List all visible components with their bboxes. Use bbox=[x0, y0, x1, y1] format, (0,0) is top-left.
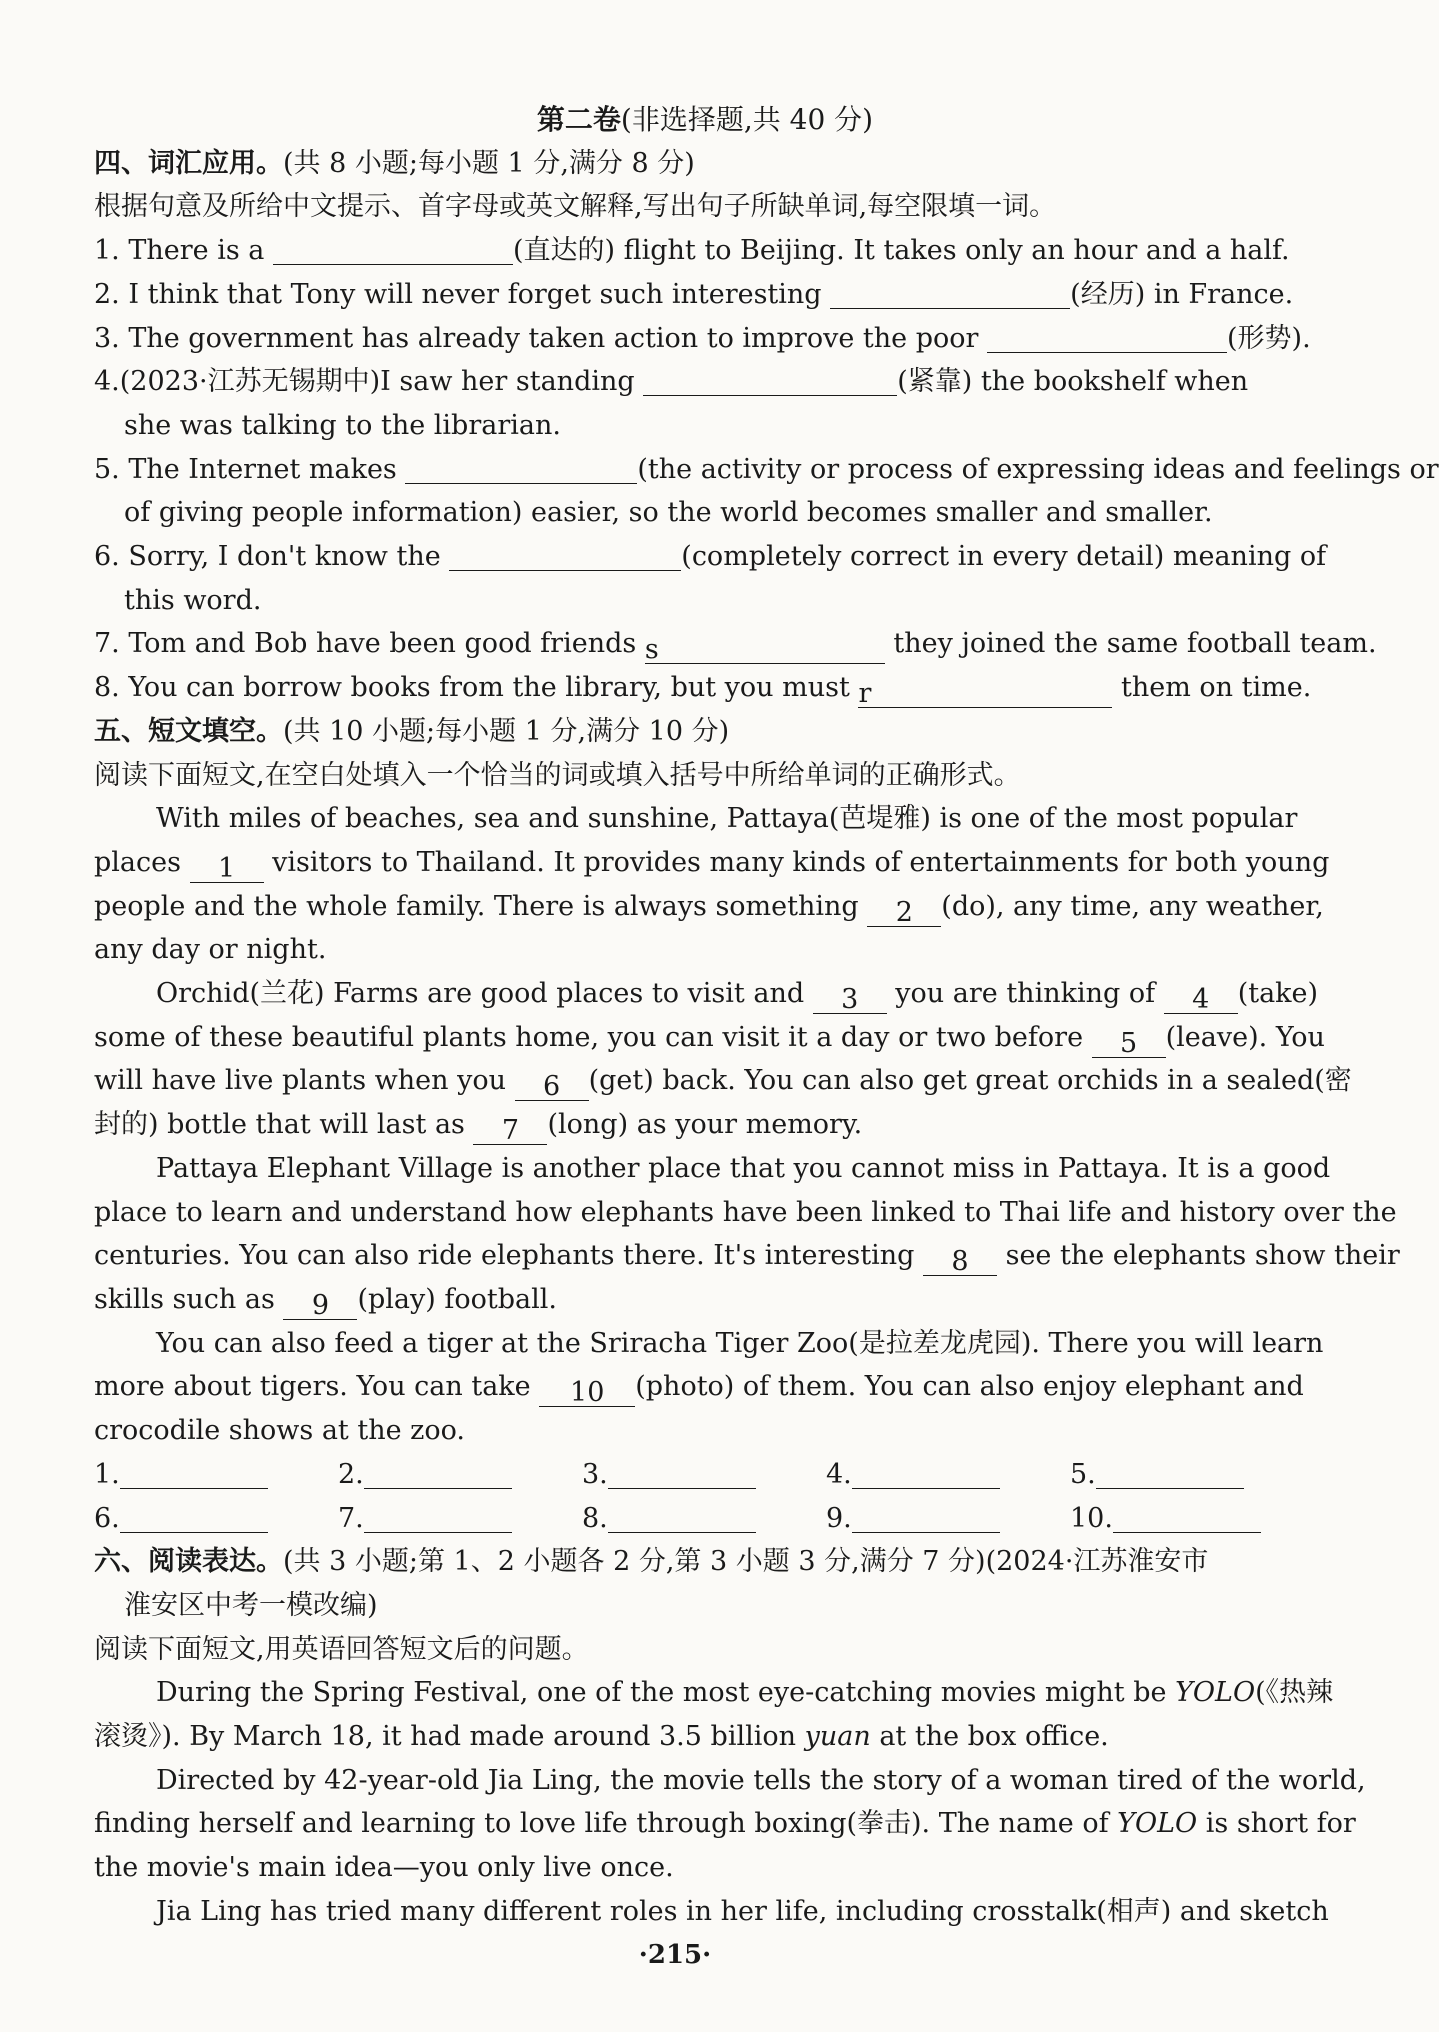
text: (do), any time, any weather, bbox=[941, 890, 1324, 922]
answer-cell bbox=[1070, 1497, 1314, 1541]
answer-label: 6. bbox=[94, 1502, 120, 1534]
q6-post: (completely correct in every detail) meaning of bbox=[681, 541, 1327, 573]
q4-pre: 4.(2023·江苏无锡期中)I saw her standing bbox=[94, 366, 644, 398]
q3-post: (形势). bbox=[1227, 322, 1311, 354]
blank-5[interactable]: 5 bbox=[1092, 1027, 1166, 1058]
p5-para4-line2 bbox=[94, 1365, 1316, 1409]
answer-blank[interactable] bbox=[1096, 1458, 1244, 1489]
p5-para3-line4 bbox=[94, 1278, 1316, 1322]
answer-cell bbox=[338, 1497, 582, 1541]
q4-blank[interactable] bbox=[643, 365, 897, 396]
blank-8[interactable]: 8 bbox=[923, 1245, 997, 1276]
answer-blank[interactable] bbox=[120, 1458, 268, 1489]
text: (leave). You bbox=[1165, 1021, 1325, 1053]
text: 滚烫》). By March 18, it had made around 3.5 billion bbox=[94, 1721, 805, 1753]
p6-para3-line1: Jia Ling has tried many different roles in her life, including crosstalk(相声) and sketch bbox=[156, 1895, 1329, 1927]
blank-9[interactable]: 9 bbox=[283, 1289, 357, 1320]
p6-para2-line3: the movie's main idea—you only live once. bbox=[94, 1852, 674, 1884]
answer-cell bbox=[1070, 1453, 1314, 1497]
text: (long) as your memory. bbox=[547, 1109, 863, 1141]
question-1 bbox=[94, 229, 1316, 273]
answer-cell bbox=[826, 1453, 1070, 1497]
part6-heading-text: 六、阅读表达。 bbox=[94, 1546, 283, 1578]
q7-pre: 7. Tom and Bob have been good friends bbox=[94, 628, 645, 660]
answer-blank[interactable] bbox=[364, 1458, 512, 1489]
answer-label: 5. bbox=[1070, 1458, 1096, 1490]
question-5 bbox=[94, 448, 1439, 492]
answer-row-1 bbox=[94, 1453, 1316, 1497]
p6-para2-line1: Directed by 42-year-old Jia Ling, the movie tells the story of a woman tired of the world, bbox=[156, 1764, 1366, 1796]
question-6 bbox=[94, 535, 1327, 579]
text: see the elephants show their bbox=[997, 1240, 1400, 1272]
text: (get) back. You can also get great orchids in a sealed(密 bbox=[588, 1065, 1352, 1097]
blank-6[interactable]: 6 bbox=[515, 1070, 589, 1101]
part4-heading-note: (共 8 小题;每小题 1 分,满分 8 分) bbox=[283, 147, 695, 179]
q7-initial-letter: s bbox=[644, 634, 659, 666]
q8-pre: 8. You can borrow books from the library, but you must bbox=[94, 672, 859, 704]
answer-label: 10. bbox=[1070, 1502, 1113, 1534]
answer-label: 1. bbox=[94, 1458, 120, 1490]
q2-post: (经历) in France. bbox=[1070, 278, 1294, 310]
section-title-main: 第二卷 bbox=[536, 103, 621, 136]
p6-para2-line2 bbox=[94, 1802, 1356, 1846]
question-4-cont: she was talking to the librarian. bbox=[124, 409, 561, 441]
q6-blank[interactable] bbox=[449, 540, 681, 571]
text: 封的) bottle that will last as bbox=[94, 1109, 474, 1141]
answer-blank[interactable] bbox=[608, 1502, 756, 1533]
q4-post: (紧靠) the bookshelf when bbox=[897, 366, 1249, 398]
q8-blank[interactable] bbox=[858, 677, 1112, 708]
text: at the box office. bbox=[870, 1721, 1109, 1753]
q7-post: they joined the same football team. bbox=[884, 628, 1377, 660]
p5-para3-line3 bbox=[94, 1234, 1400, 1278]
p5-para2-line3 bbox=[94, 1059, 1352, 1103]
text: (play) football. bbox=[357, 1283, 557, 1315]
answer-cell bbox=[582, 1497, 826, 1541]
q2-pre: 2. I think that Tony will never forget such interesting bbox=[94, 278, 831, 310]
part5-instruction: 阅读下面短文,在空白处填入一个恰当的词或填入括号中所给单词的正确形式。 bbox=[94, 759, 1021, 791]
text: (take) bbox=[1237, 978, 1319, 1010]
answer-label: 8. bbox=[582, 1502, 608, 1534]
answer-label: 9. bbox=[826, 1502, 852, 1534]
answer-row-2 bbox=[94, 1497, 1316, 1541]
question-4 bbox=[94, 360, 1316, 404]
answer-blank[interactable] bbox=[608, 1458, 756, 1489]
part5-heading-note: (共 10 小题;每小题 1 分,满分 10 分) bbox=[283, 715, 730, 747]
question-2 bbox=[94, 273, 1316, 317]
part6-heading-cont: 淮安区中考一模改编) bbox=[124, 1589, 378, 1621]
text: some of these beautiful plants home, you can visit it a day or two before bbox=[94, 1021, 1092, 1053]
text: visitors to Thailand. It provides many kinds of entertainments for both young bbox=[263, 846, 1330, 878]
text: places bbox=[94, 846, 190, 878]
p5-para3-line2: place to learn and understand how elephants have been linked to Thai life and history over the bbox=[94, 1196, 1397, 1228]
text: will have live plants when you bbox=[94, 1065, 515, 1097]
p5-para3-line1: Pattaya Elephant Village is another place that you cannot miss in Pattaya. It is a good bbox=[156, 1152, 1331, 1184]
question-8 bbox=[94, 666, 1316, 710]
answer-blank[interactable] bbox=[1113, 1502, 1261, 1533]
movie-title: YOLO bbox=[1175, 1677, 1256, 1709]
section-title-sub: (非选择题,共 40 分) bbox=[620, 103, 874, 136]
q7-blank[interactable] bbox=[645, 633, 885, 664]
answer-cell bbox=[582, 1453, 826, 1497]
p5-para2-line1 bbox=[94, 972, 1319, 1016]
q8-post: them on time. bbox=[1112, 672, 1312, 704]
text: people and the whole family. There is always something bbox=[94, 890, 868, 922]
movie-title: YOLO bbox=[1117, 1808, 1198, 1840]
q3-pre: 3. The government has already taken action to improve the poor bbox=[94, 322, 987, 354]
q2-blank[interactable] bbox=[830, 278, 1070, 309]
part5-heading bbox=[94, 710, 1316, 754]
blank-4[interactable]: 4 bbox=[1164, 983, 1238, 1014]
q1-pre: 1. There is a bbox=[94, 235, 273, 267]
p6-para1-line2 bbox=[94, 1715, 1316, 1759]
p5-para2-line2 bbox=[94, 1016, 1325, 1060]
text: (photo) of them. You can also enjoy elephant and bbox=[635, 1371, 1304, 1403]
p5-para1-line1: With miles of beaches, sea and sunshine, Pattaya(芭堤雅) is one of the most popular bbox=[156, 803, 1298, 835]
answer-cell bbox=[826, 1497, 1070, 1541]
q5-blank[interactable] bbox=[405, 453, 637, 484]
text: Orchid(兰花) Farms are good places to visit and bbox=[156, 978, 813, 1010]
answer-label: 3. bbox=[582, 1458, 608, 1490]
answer-cell bbox=[94, 1453, 338, 1497]
q6-pre: 6. Sorry, I don't know the bbox=[94, 541, 450, 573]
question-6-cont: this word. bbox=[124, 584, 262, 616]
answer-label: 4. bbox=[826, 1458, 852, 1490]
p5-para4-line1: You can also feed a tiger at the Sriracha Tiger Zoo(是拉差龙虎园). There you will learn bbox=[156, 1327, 1324, 1359]
answer-label: 2. bbox=[338, 1458, 364, 1490]
part6-instruction: 阅读下面短文,用英语回答短文后的问题。 bbox=[94, 1633, 589, 1665]
blank-10[interactable]: 10 bbox=[539, 1376, 635, 1407]
part6-heading bbox=[94, 1540, 1316, 1584]
answer-cell bbox=[338, 1453, 582, 1497]
text: (《热辣 bbox=[1255, 1677, 1334, 1709]
p5-para1-line3 bbox=[94, 885, 1324, 929]
blank-1[interactable]: 1 bbox=[190, 852, 264, 883]
q5-post: (the activity or process of expressing ideas and feelings or bbox=[637, 453, 1439, 485]
text: centuries. You can also ride elephants there. It's interesting bbox=[94, 1240, 923, 1272]
answer-blank[interactable] bbox=[852, 1502, 1000, 1533]
blank-2[interactable]: 2 bbox=[867, 896, 941, 927]
q1-post: (直达的) flight to Beijing. It takes only an hour and a half. bbox=[512, 235, 1290, 267]
blank-7[interactable]: 7 bbox=[473, 1114, 547, 1145]
question-3 bbox=[94, 317, 1316, 361]
answer-blank[interactable] bbox=[852, 1458, 1000, 1489]
part5-heading-text: 五、短文填空。 bbox=[94, 715, 283, 747]
p6-para1-line1 bbox=[94, 1671, 1334, 1715]
text: more about tigers. You can take bbox=[94, 1371, 540, 1403]
p5-para1-line2 bbox=[94, 841, 1330, 885]
currency-word: yuan bbox=[804, 1721, 871, 1753]
q5-pre: 5. The Internet makes bbox=[94, 453, 406, 485]
q1-blank[interactable] bbox=[273, 234, 513, 265]
p5-para1-line4: any day or night. bbox=[94, 934, 327, 966]
q3-blank[interactable] bbox=[987, 322, 1227, 353]
text: finding herself and learning to love life through boxing(拳击). The name of bbox=[94, 1808, 1118, 1840]
p5-para4-line3: crocodile shows at the zoo. bbox=[94, 1415, 465, 1447]
question-7 bbox=[94, 622, 1377, 666]
text: skills such as bbox=[94, 1283, 284, 1315]
part4-heading-text: 四、词汇应用。 bbox=[94, 147, 283, 179]
text: During the Spring Festival, one of the most eye-catching movies might be bbox=[156, 1677, 1176, 1709]
answer-label: 7. bbox=[338, 1502, 364, 1534]
text: is short for bbox=[1197, 1808, 1356, 1840]
part6-heading-note: (共 3 小题;第 1、2 小题各 2 分,第 3 小题 3 分,满分 7 分)(2024·江苏淮安市 bbox=[283, 1546, 1209, 1578]
page-number: ·215· bbox=[638, 1940, 712, 1970]
section-title bbox=[94, 98, 1316, 142]
text: you are thinking of bbox=[886, 978, 1164, 1010]
blank-3[interactable]: 3 bbox=[813, 983, 887, 1014]
answer-cell bbox=[94, 1497, 338, 1541]
answer-blank[interactable] bbox=[120, 1502, 268, 1533]
answer-blank[interactable] bbox=[364, 1502, 512, 1533]
p5-para2-line4 bbox=[94, 1103, 1316, 1147]
part4-heading bbox=[94, 142, 1316, 186]
q8-initial-letter: r bbox=[858, 678, 872, 710]
question-5-cont: of giving people information) easier, so the world becomes smaller and smaller. bbox=[124, 497, 1213, 529]
part4-instruction: 根据句意及所给中文提示、首字母或英文解释,写出句子所缺单词,每空限填一词。 bbox=[94, 191, 1057, 223]
